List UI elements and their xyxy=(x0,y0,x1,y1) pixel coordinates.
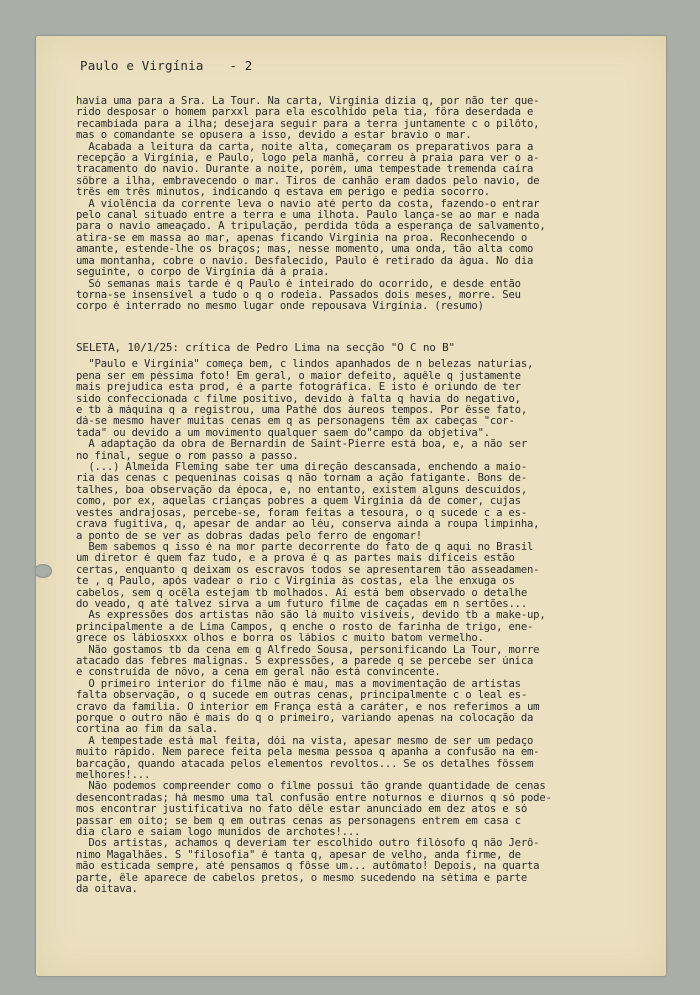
text-line: rido desposar o homem parxxl para ela escolhido pela tia, fôra deserdada e xyxy=(76,107,534,119)
text-line: tracamento do navio. Durante a noite, porém, uma tempestade tremenda caíra xyxy=(76,164,534,176)
text-line: crava fugitiva, q, apesar de andar ao léu, conserva ainda a roupa limpinha, xyxy=(76,519,540,531)
text-line: no final, segue o rom passo a passo. xyxy=(76,450,299,462)
text-line: Bem sabemos q isso é na mor parte decorrente do fato de q aqui no Brasil xyxy=(76,541,534,553)
text-line: e tb à máquina q a registrou, uma Pathé dos áureos tempos. Por êsse fato, xyxy=(76,405,527,417)
text-line: corpo é interrado no mesmo lugar onde repousava Virgínia. (resumo) xyxy=(76,301,484,313)
text-line: Dos artistas, achamos q deveriam ter escolhido outro filósofo q não Jerô- xyxy=(76,838,540,850)
text-line: Só semanas mais tarde é q Paulo é inteirado do ocorrido, e desde então xyxy=(76,278,521,290)
text-line: um diretor é quem faz tudo, e a prova é q as partes mais difíceis estão xyxy=(76,553,515,565)
text-line: principalmente a de Lima Campos, q enche o rosto de farinha de trigo, ene- xyxy=(76,621,534,633)
text-line: Não gostamos tb da cena em q Alfredo Sousa, personificando La Tour, morre xyxy=(76,644,540,656)
text-line: atacado das febres malignas. S expressões, a parede q se percebe ser única xyxy=(76,655,534,667)
text-line: pena ser em péssima foto! Em geral, o maior defeito, aquêle q justamente xyxy=(76,370,521,382)
text-line: Acabada a leitura da carta, noite alta, começaram os preparativos para a xyxy=(76,141,534,153)
page-header xyxy=(80,58,253,73)
text-line: amante, estende-lhe os braços; mas, nesse momento, uma onda, tão alta como xyxy=(76,244,534,256)
text-line: do veado, q até talvez sirva a um futuro filme de caçadas em n sertões... xyxy=(76,598,527,610)
text-line: certas, enquanto q deixam os escravos todos se apresentarem tão asseadamen- xyxy=(76,564,540,576)
page-number: - 2 xyxy=(229,58,253,73)
text-line: grece os lábiosxxx olhos e borra os lábios c muito batom vermelho. xyxy=(76,633,484,645)
text-line: melhores!... xyxy=(76,770,151,782)
text-line: mais prejudica esta prod, é a parte fotográfica. E isto é oriundo de ter xyxy=(76,382,521,394)
text-line: havia uma para a Sra. La Tour. Na carta, Virgínia dizia q, por não ter que- xyxy=(76,96,540,107)
text-line: vestes andrajosas, percebe-se, foram feitas a tesoura, o q sucede c a es- xyxy=(76,507,527,519)
text-line: mas o comandante se opusera a isso, devido a estar bravio o mar. xyxy=(76,130,472,142)
text-line: mos encontrar justificativa no fato dêle estar anunciado em dez atos e só xyxy=(76,804,527,816)
text-line: Não podemos compreender como o filme possui tão grande quantidade de cenas xyxy=(76,781,546,793)
text-line: dá-se mesmo haver muitas cenas em q as personagens têm ax cabeças "cor- xyxy=(76,416,515,428)
text-line: como, por ex, aquelas crianças pobres a quem Virgínia dá de comer, cujas xyxy=(76,496,521,508)
page-title: Paulo e Virgínia xyxy=(80,58,204,73)
text-line: da oitava. xyxy=(76,884,138,896)
text-line: para o navio ameaçado. A tripulação, perdida tôda a esperança de salvamento, xyxy=(76,221,546,233)
text-line: uma montanha, cobre o navio. Desfalecido, Paulo é retirado da água. No dia xyxy=(76,255,534,267)
text-line: falta observação, o q sucede em outras cenas, principalmente c o leal es- xyxy=(76,690,527,702)
text-line: (...) Almeida Fleming sabe ter uma direção descansada, enchendo a maio- xyxy=(76,462,527,474)
text-line: muito rápido. Nem parece feita pela mesma pessoa q apanha a confusão na em- xyxy=(76,747,540,759)
typewritten-page xyxy=(36,36,666,976)
text-line: barcação, quando atacada pelos elementos revoltos... Se os detalhes fôssem xyxy=(76,758,534,770)
text-line: sôbre a ilha, embravecendo o mar. Tiros de canhão eram dados pelo navio, de xyxy=(76,175,540,187)
text-line: O primeiro interior do filme não é mau, mas a movimentação de artistas xyxy=(76,678,521,690)
text-line: porque o outro não é mais do q o primeiro, variando apenas na colocação da xyxy=(76,713,534,724)
text-line: ria das cenas c pequeninas coisas q não tornam a ação fatigante. Bons de- xyxy=(76,473,527,485)
review-body xyxy=(76,359,646,895)
text-line: cabelos, sem q ocêla estejam tb molhados. Aí está bem observado o detalhe xyxy=(76,587,527,599)
review-section xyxy=(76,342,646,896)
text-line: As expressões dos artistas não são lá muito visíveis, devido tb a make-up, xyxy=(76,610,546,622)
text-line: a ponto de se ver as dobras dadas pelo ferro de engomar! xyxy=(76,530,422,542)
text-line: te , q Paulo, após vadear o rio c Virgínia às costas, ela lhe enxuga os xyxy=(76,576,515,588)
text-line: sido confeccionada c filme positivo, devido à falta q havia do negativo, xyxy=(76,393,521,405)
text-line: cortina ao fim da sala. xyxy=(76,724,219,736)
text-line: nimo Magalhães. S "filosofia" é tanta q, apesar de velho, anda firme, de xyxy=(76,849,521,861)
text-line: e construída de nôvo, a cena em geral não está convincente. xyxy=(76,667,441,679)
text-line: dia claro e saiam logo munidos de archotes!... xyxy=(76,827,361,839)
plot-summary xyxy=(76,96,646,313)
text-line: atira-se em massa ao mar, apenas ficando Virgínia na proa. Reconhecendo o xyxy=(76,232,527,244)
text-line: seguinte, o corpo de Virgínia dá à praia. xyxy=(76,267,330,279)
text-line: A violência da corrente leva o navio até perto da costa, fazendo-o entrar xyxy=(76,198,540,210)
text-line: tada" ou devido a um movimento qualquer saem do"campo da objetiva". xyxy=(76,427,490,439)
text-line: A adaptação da obra de Bernardin de Saint-Pierre está boa, e, a não ser xyxy=(76,439,527,451)
text-line: torna-se insensível a tudo o q o rodeia. Passados dois meses, morre. Seu xyxy=(76,289,521,301)
text-line: cravo da família. O interior em França está a caráter, e nos referimos a um xyxy=(76,701,540,713)
punch-hole xyxy=(36,564,52,578)
text-line: passar em oito; se bem q em outras cenas as personagens entrem em casa c xyxy=(76,815,521,827)
review-heading: SELETA, 10/1/25: crítica de Pedro Lima na secção "O C no B" xyxy=(76,342,455,354)
text-line: recepção a Virgínia, e Paulo, logo pela manhã, correu à praia para ver o a- xyxy=(76,153,540,165)
text-line: desencontradas; há mesmo uma tal confusão entre noturnos e diurnos q só pode- xyxy=(76,792,552,804)
text-line: recambiada para a ilha; desejara seguir para a terra juntamente c o pilôto, xyxy=(76,118,540,130)
text-line: mão esticada sempre, até pensamos q fôsse um... autômato! Depois, na quarta xyxy=(76,861,540,873)
text-line: pelo canal situado entre a terra e uma ilhota. Paulo lança-se ao mar e nada xyxy=(76,210,540,222)
text-line: três em três minutos, indicando q estava em perigo e pedia socorro. xyxy=(76,187,490,199)
text-line: parte, êle aparece de cabelos pretos, o mesmo sucedendo na sétima e parte xyxy=(76,872,527,884)
text-line: talhes, boa observação da época, e, no entanto, existem alguns descuidos, xyxy=(76,484,527,496)
text-line: "Paulo e Virgínia" começa bem, c lindos apanhados de n belezas naturias, xyxy=(76,359,534,371)
text-line: A tempestade está mal feita, dói na vista, apesar mesmo de ser um pedaço xyxy=(76,735,534,747)
